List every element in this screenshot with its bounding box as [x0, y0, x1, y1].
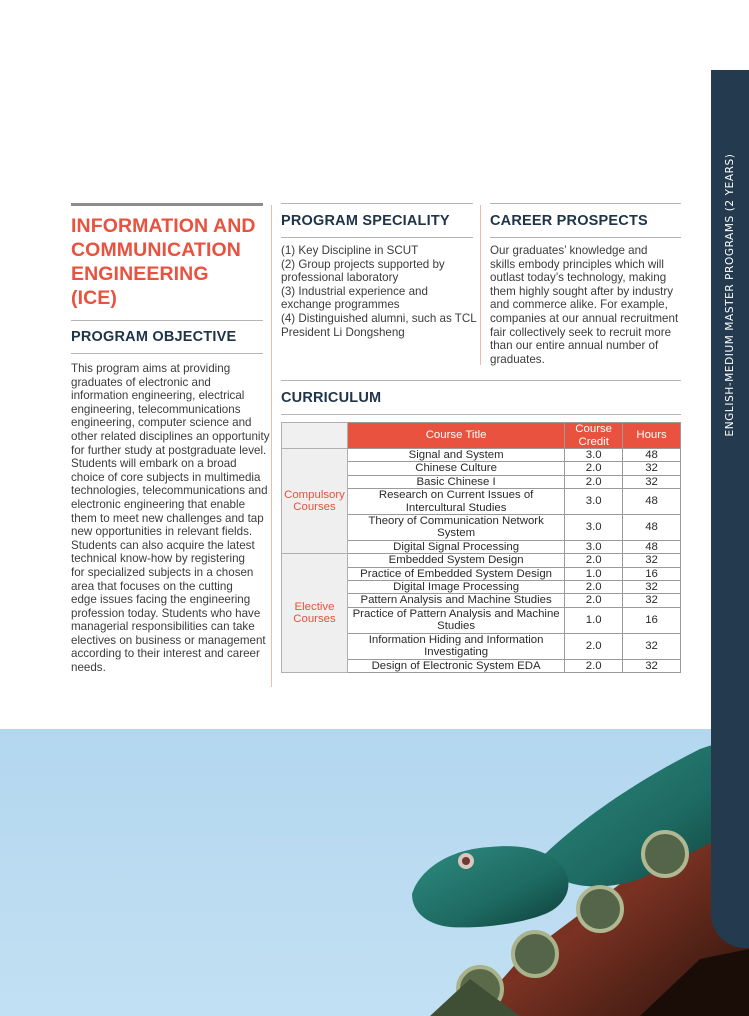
- group-label-elective: Elective Courses: [282, 554, 348, 673]
- text-line: other related disciplines an opportunity: [71, 429, 270, 443]
- column-divider: [480, 205, 481, 365]
- text-line: profession today. Students who have: [71, 606, 261, 620]
- course-hours: 32: [623, 475, 681, 488]
- dragon-roof-ornament-image: [0, 729, 749, 1016]
- section-side-tab: [711, 70, 749, 948]
- text-line: fair collectively seek to recruit more: [490, 325, 672, 339]
- text-line: (3) Industrial experience and: [281, 284, 428, 298]
- text-line: engineering, computer science and: [71, 416, 252, 430]
- text-line: exchange programmes: [281, 298, 400, 312]
- course-credit: 3.0: [565, 449, 623, 462]
- header-course-credit: Course Credit: [565, 423, 623, 449]
- course-credit: 3.0: [565, 489, 623, 515]
- course-title: Practice of Pattern Analysis and Machine Studies: [347, 607, 564, 633]
- speciality-text: [281, 238, 477, 339]
- course-title: Embedded System Design: [347, 554, 564, 567]
- curriculum-table: [281, 422, 681, 673]
- header-course-title: Course Title: [347, 423, 564, 449]
- course-hours: 48: [623, 449, 681, 462]
- text-line: them highly sought after by industry: [490, 284, 674, 298]
- objective-column: [71, 203, 270, 675]
- course-title: Practice of Embedded System Design: [347, 567, 564, 580]
- table-row: [282, 449, 681, 462]
- course-hours: 48: [623, 515, 681, 541]
- course-credit: 1.0: [565, 607, 623, 633]
- course-hours: 32: [623, 462, 681, 475]
- course-hours: 32: [623, 554, 681, 567]
- table-header-row: [282, 423, 681, 449]
- text-line: for specialized subjects in a chosen: [71, 565, 254, 579]
- table-row: [282, 554, 681, 567]
- career-text: [490, 238, 681, 366]
- course-credit: 2.0: [565, 659, 623, 672]
- text-line: technologies, telecommunications and: [71, 484, 268, 498]
- text-line: new opportunities in relevant fields.: [71, 525, 253, 539]
- program-title-line: INFORMATION AND: [71, 215, 256, 237]
- text-line: graduates.: [490, 352, 545, 366]
- speciality-column: [281, 203, 477, 339]
- text-line: companies at our annual recruitment: [490, 311, 679, 325]
- text-line: them to meet new challenges and tap: [71, 511, 264, 525]
- course-title: Chinese Culture: [347, 462, 564, 475]
- objective-heading: PROGRAM OBJECTIVE: [71, 329, 237, 345]
- career-heading: CAREER PROSPECTS: [490, 213, 648, 229]
- program-title-line: COMMUNICATION: [71, 239, 241, 261]
- group-label-compulsory: Compulsory Courses: [282, 449, 348, 554]
- course-credit: 2.0: [565, 581, 623, 594]
- text-line: President Li Dongsheng: [281, 325, 405, 339]
- course-credit: 2.0: [565, 594, 623, 607]
- course-credit: 2.0: [565, 633, 623, 659]
- roof-dragon-photo: [0, 729, 749, 1016]
- course-credit: 2.0: [565, 554, 623, 567]
- course-hours: 32: [623, 633, 681, 659]
- text-line: information engineering, electrical: [71, 389, 245, 403]
- column-divider: [271, 205, 272, 687]
- course-title: Research on Current Issues of Intercultural Studies: [347, 489, 564, 515]
- objective-text: [71, 354, 270, 675]
- text-line: Students can also acquire the latest: [71, 538, 255, 552]
- course-title: Digital Image Processing: [347, 581, 564, 594]
- divider: [281, 414, 681, 415]
- side-tab-label: ENGLISH-MEDIUM MASTER PROGRAMS (2 YEARS): [724, 153, 736, 437]
- course-credit: 3.0: [565, 540, 623, 553]
- text-line: edge issues facing the engineering: [71, 593, 251, 607]
- course-hours: 16: [623, 567, 681, 580]
- text-line: This program aims at providing: [71, 362, 231, 375]
- text-line: (4) Distinguished alumni, such as TCL: [281, 311, 477, 325]
- course-hours: 32: [623, 581, 681, 594]
- text-line: engineering, telecommunications: [71, 402, 241, 416]
- text-line: professional laboratory: [281, 271, 399, 285]
- course-hours: 48: [623, 540, 681, 553]
- text-line: electives on business or management: [71, 633, 266, 647]
- course-hours: 16: [623, 607, 681, 633]
- text-line: graduates of electronic and: [71, 375, 211, 389]
- course-title: Theory of Communication Network System: [347, 515, 564, 541]
- career-column: [490, 203, 681, 366]
- text-line: Our graduates’ knowledge and: [490, 244, 648, 257]
- text-line: electronic engineering that enable: [71, 497, 246, 511]
- text-line: according to their interest and career: [71, 647, 260, 661]
- text-line: Students will embark on a broad: [71, 457, 237, 471]
- speciality-heading: PROGRAM SPECIALITY: [281, 213, 450, 229]
- program-title-line: ENGINEERING: [71, 263, 209, 285]
- course-hours: 32: [623, 594, 681, 607]
- course-title: Design of Electronic System EDA: [347, 659, 564, 672]
- text-line: needs.: [71, 661, 106, 675]
- text-line: choice of core subjects in multimedia: [71, 470, 261, 484]
- course-hours: 48: [623, 489, 681, 515]
- text-line: technical know-how by registering: [71, 552, 245, 566]
- curriculum-section: [281, 380, 681, 415]
- program-title-line: (ICE): [71, 287, 117, 309]
- header-hours: Hours: [623, 423, 681, 449]
- text-line: managerial responsibilities can take: [71, 620, 255, 634]
- text-line: area that focuses on the cutting: [71, 579, 233, 593]
- course-credit: 2.0: [565, 462, 623, 475]
- text-line: (1) Key Discipline in SCUT: [281, 244, 419, 257]
- course-title: Digital Signal Processing: [347, 540, 564, 553]
- program-title: [71, 206, 263, 320]
- course-title: Pattern Analysis and Machine Studies: [347, 594, 564, 607]
- text-line: (2) Group projects supported by: [281, 257, 445, 271]
- text-line: for further study at postgraduate level.: [71, 443, 267, 457]
- course-title: Basic Chinese I: [347, 475, 564, 488]
- course-hours: 32: [623, 659, 681, 672]
- course-credit: 3.0: [565, 515, 623, 541]
- text-line: outlast today’s technology, making: [490, 271, 667, 285]
- text-line: and commerce alike. For example,: [490, 298, 668, 312]
- text-line: than our entire annual number of: [490, 339, 659, 353]
- course-title: Signal and System: [347, 449, 564, 462]
- text-line: skills embody principles which will: [490, 257, 664, 271]
- header-corner-cell: [282, 423, 348, 449]
- curriculum-heading: CURRICULUM: [281, 390, 382, 406]
- course-credit: 1.0: [565, 567, 623, 580]
- course-credit: 2.0: [565, 475, 623, 488]
- course-title: Information Hiding and Information Investigating: [347, 633, 564, 659]
